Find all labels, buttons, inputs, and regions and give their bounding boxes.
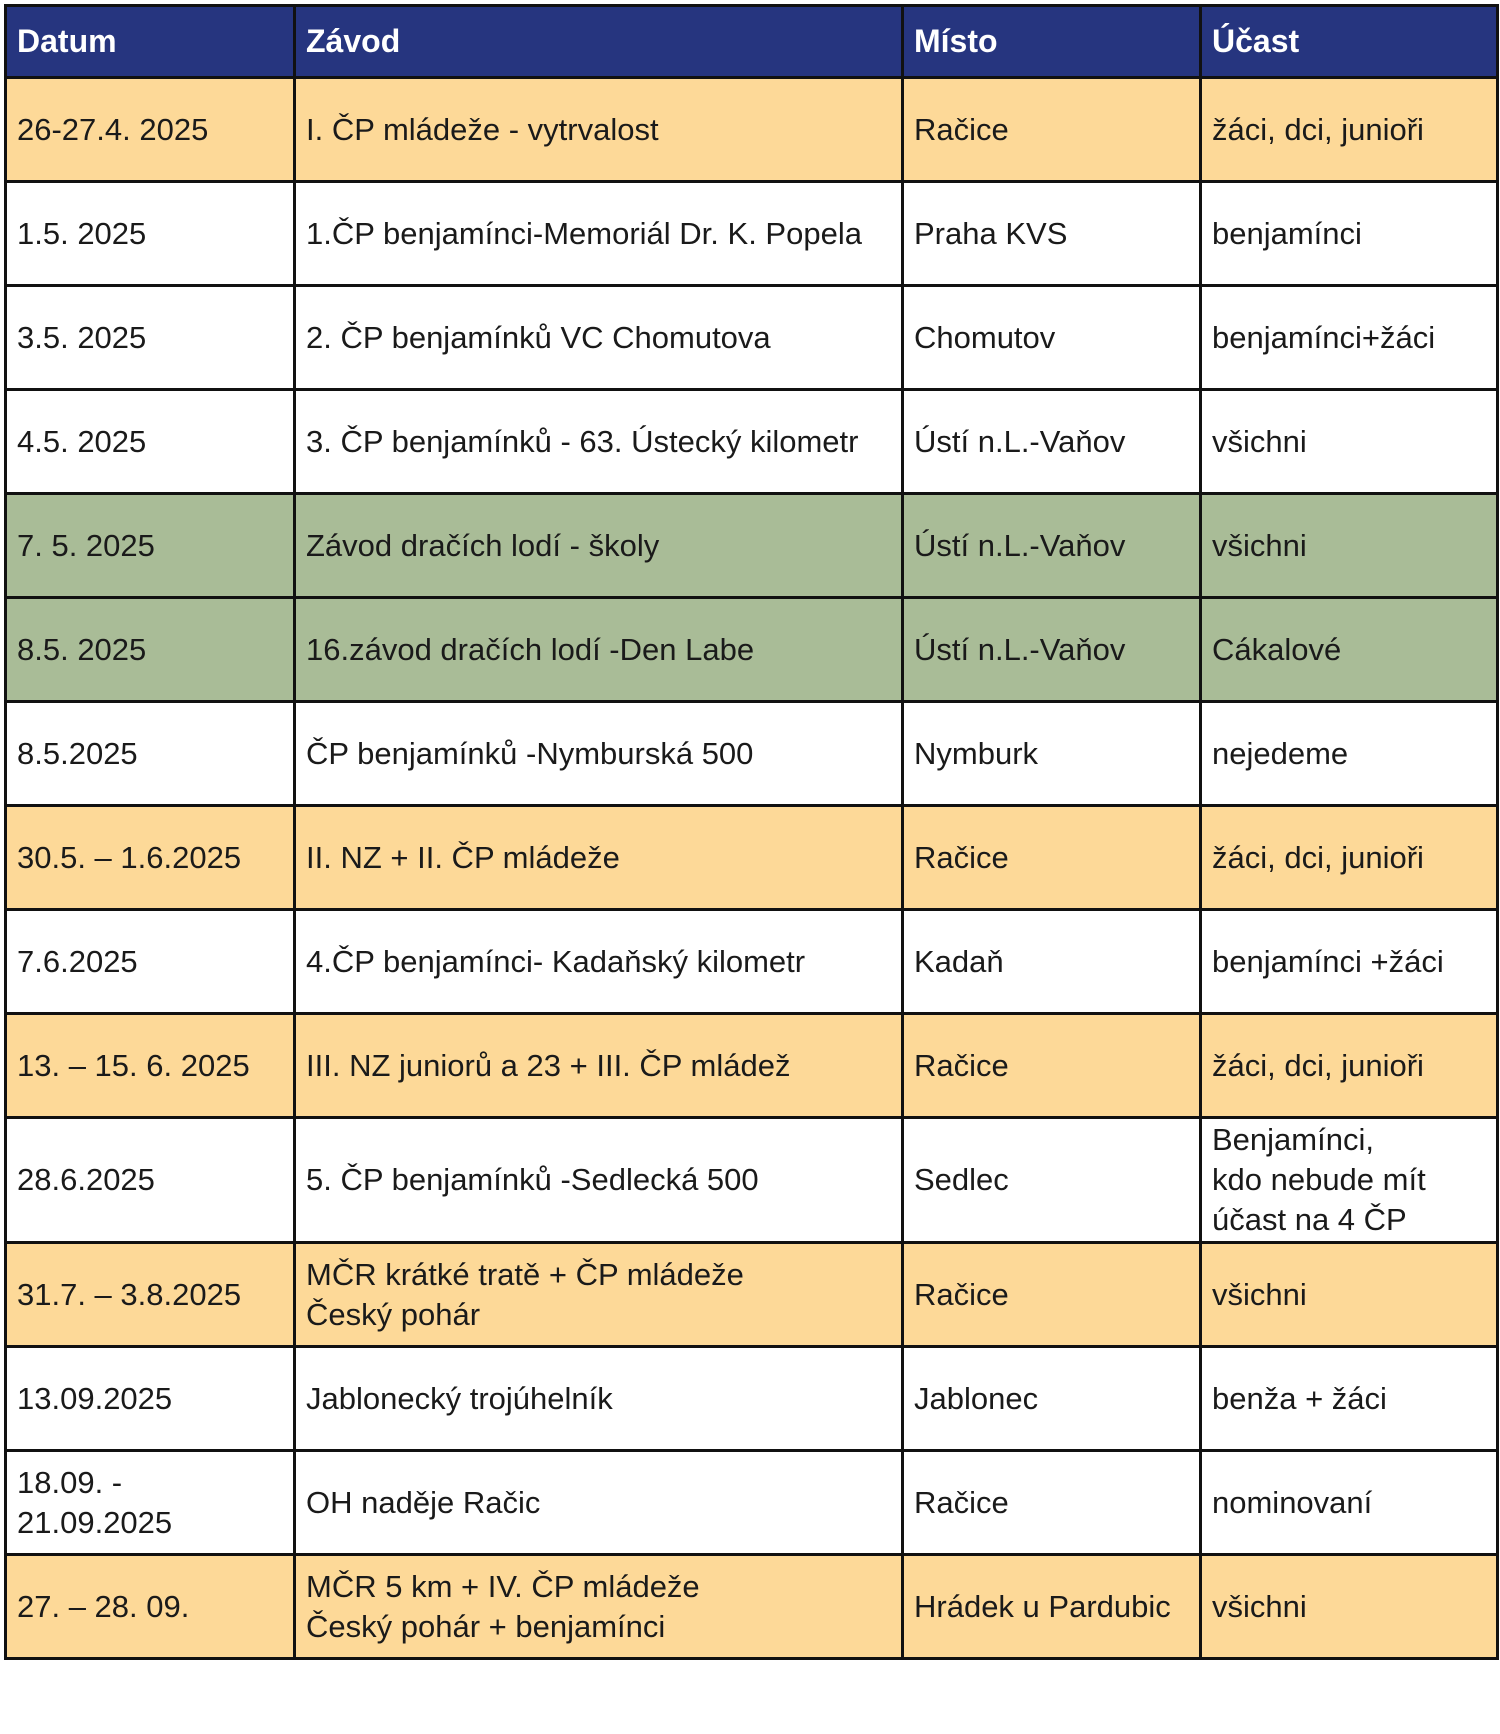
cell-place: Račice [903,78,1201,182]
cell-place: Jablonec [903,1347,1201,1451]
cell-race: 4.ČP benjamínci- Kadaňský kilometr [295,910,903,1014]
cell-race: 2. ČP benjamínků VC Chomutova [295,286,903,390]
cell-date: 4.5. 2025 [6,390,295,494]
cell-date: 13.09.2025 [6,1347,295,1451]
cell-place: Račice [903,806,1201,910]
schedule-container [4,4,1499,1660]
cell-date: 7.6.2025 [6,910,295,1014]
cell-place: Nymburk [903,702,1201,806]
cell-race: Závod dračích lodí - školy [295,494,903,598]
cell-race: MČR 5 km + IV. ČP mládeže Český pohár + benjamínci [295,1555,903,1659]
table-row [6,390,1498,494]
table-row [6,1347,1498,1451]
cell-place: Sedlec [903,1118,1201,1243]
table-row [6,1451,1498,1555]
cell-date: 28.6.2025 [6,1118,295,1243]
cell-participation: všichni [1201,494,1498,598]
cell-race: 5. ČP benjamínků -Sedlecká 500 [295,1118,903,1243]
cell-participation: žáci, dci, junioři [1201,806,1498,910]
table-row [6,1014,1498,1118]
cell-place: Kadaň [903,910,1201,1014]
cell-participation: nejedeme [1201,702,1498,806]
cell-date: 1.5. 2025 [6,182,295,286]
cell-place: Praha KVS [903,182,1201,286]
cell-participation: benjamínci [1201,182,1498,286]
header-row [6,6,1498,78]
table-row [6,182,1498,286]
cell-race: III. NZ juniorů a 23 + III. ČP mládež [295,1014,903,1118]
table-row [6,806,1498,910]
header-participation: Účast [1201,6,1498,78]
cell-date: 13. – 15. 6. 2025 [6,1014,295,1118]
cell-place: Ústí n.L.-Vaňov [903,390,1201,494]
cell-participation: nominovaní [1201,1451,1498,1555]
table-row [6,598,1498,702]
cell-race: ČP benjamínků -Nymburská 500 [295,702,903,806]
cell-participation: benjamínci +žáci [1201,910,1498,1014]
table-row [6,910,1498,1014]
cell-participation: benža + žáci [1201,1347,1498,1451]
cell-place: Račice [903,1451,1201,1555]
cell-participation: žáci, dci, junioři [1201,78,1498,182]
cell-date: 8.5.2025 [6,702,295,806]
cell-race: 16.závod dračích lodí -Den Labe [295,598,903,702]
table-row [6,286,1498,390]
cell-date: 18.09. - 21.09.2025 [6,1451,295,1555]
cell-date: 30.5. – 1.6.2025 [6,806,295,910]
cell-participation: všichni [1201,390,1498,494]
cell-date: 8.5. 2025 [6,598,295,702]
cell-date: 26-27.4. 2025 [6,78,295,182]
cell-place: Hrádek u Pardubic [903,1555,1201,1659]
table-header [6,6,1498,78]
table-body [6,78,1498,1659]
cell-date: 3.5. 2025 [6,286,295,390]
header-place: Místo [903,6,1201,78]
cell-participation: Cákalové [1201,598,1498,702]
table-row [6,1555,1498,1659]
cell-place: Račice [903,1014,1201,1118]
header-date: Datum [6,6,295,78]
race-schedule-table [4,4,1499,1660]
cell-race: Jablonecký trojúhelník [295,1347,903,1451]
cell-race: 1.ČP benjamínci-Memoriál Dr. K. Popela [295,182,903,286]
cell-place: Račice [903,1243,1201,1347]
table-row [6,494,1498,598]
cell-participation: všichni [1201,1555,1498,1659]
table-row [6,78,1498,182]
table-row [6,1243,1498,1347]
cell-participation: všichni [1201,1243,1498,1347]
table-row [6,702,1498,806]
cell-participation: Benjamínci, kdo nebude mít účast na 4 ČP [1201,1118,1498,1243]
cell-race: 3. ČP benjamínků - 63. Ústecký kilometr [295,390,903,494]
cell-participation: benjamínci+žáci [1201,286,1498,390]
cell-race: MČR krátké tratě + ČP mládeže Český pohár [295,1243,903,1347]
cell-place: Chomutov [903,286,1201,390]
header-race: Závod [295,6,903,78]
cell-race: I. ČP mládeže - vytrvalost [295,78,903,182]
cell-place: Ústí n.L.-Vaňov [903,598,1201,702]
cell-race: OH naděje Račic [295,1451,903,1555]
cell-date: 31.7. – 3.8.2025 [6,1243,295,1347]
table-row [6,1118,1498,1243]
cell-date: 7. 5. 2025 [6,494,295,598]
cell-place: Ústí n.L.-Vaňov [903,494,1201,598]
cell-race: II. NZ + II. ČP mládeže [295,806,903,910]
cell-date: 27. – 28. 09. [6,1555,295,1659]
cell-participation: žáci, dci, junioři [1201,1014,1498,1118]
